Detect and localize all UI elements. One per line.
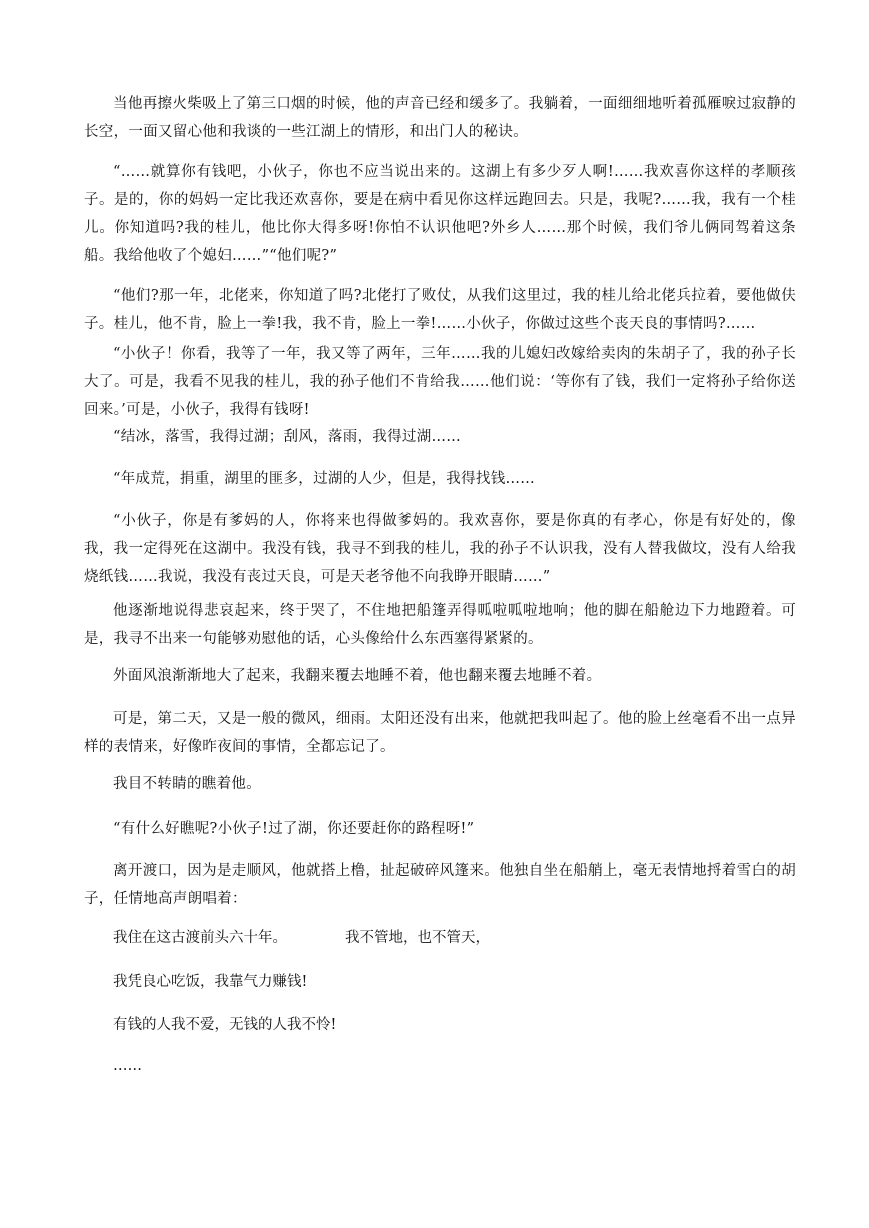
song-line-1 [113,924,490,952]
paragraph-6: “年成荒，捐重，湖里的匪多，过湖的人少，但是，我得找钱…… [113,471,536,487]
paragraph-8: 他逐渐地说得悲哀起来，终于哭了，不住地把船篷弄得呱啦呱啦地响；他的脚在船舱边下力地蹬着。可是，我寻不出来一句能够劝慰他的话，心头像给什么东西塞得紧紧的。 [84,603,796,647]
paragraph-12: “有什么好瞧呢?小伙子!过了湖，你还要赶你的路程呀!” [113,821,475,837]
paragraph-11: 我目不转睛的瞧着他。 [113,776,261,792]
song-ellipsis: …… [113,1058,142,1074]
paragraph-10: 可是，第二天，又是一般的微风，细雨。太阳还没有出来，他就把我叫起了。他的脸上丝毫看不出一点异样的表情来，好像昨夜间的事情，全都忘记了。 [84,711,796,755]
paragraph-13: 离开渡口，因为是走顺风，他就搭上橹，扯起破碎风篷来。他独自坐在船艄上，毫无表情地捋着雪白的胡子，任情地高声朗唱着： [84,863,796,907]
song-line-1b: 我不管地，也不管天， [345,930,490,946]
paragraph-4: “小伙子！你看，我等了一年，我又等了两年，三年……我的儿媳妇改嫁给卖肉的朱胡子了，我的孙子长大了。可是，我看不见我的桂儿，我的孙子他们不肯给我……他们说：‘等你有了钱，我们一定将孙子给你送回来。’可是，小伙子，我得有钱呀! [84,346,796,418]
paragraph-3: “他们?那一年，北佬来，你知道了吗?北佬打了败仗，从我们这里过，我的桂儿给北佬兵拉着，要他做伕子。桂儿，他不肯，脸上一拳!我，我不肯，脸上一拳!……小伙子，你做过这些个丧天良的事情吗?…… [84,288,796,332]
song-line-1a: 我住在这古渡前头六十年。 [113,930,287,946]
paragraph-1: 当他再擦火柴吸上了第三口烟的时候，他的声音已经和缓多了。我躺着，一面细细地听着孤雁唳过寂静的长空，一面又留心他和我谈的一些江湖上的情形，和出门人的秘诀。 [84,96,796,140]
paragraph-7: “小伙子，你是有爹妈的人，你将来也得做爹妈的。我欢喜你，要是你真的有孝心，你是有好处的，像我，我一定得死在这湖中。我没有钱，我寻不到我的桂儿，我的孙子不认识我，没有人替我做坟，没有人给我烧纸钱……我说，我没有丧过天良，可是天老爷他不向我睁开眼睛……” [84,513,796,585]
paragraph-9: 外面风浪渐渐地大了起来，我翻来覆去地睡不着，他也翻来覆去地睡不着。 [113,668,602,684]
song-line-2: 我凭良心吃饭，我靠气力赚钱! [113,974,308,990]
paragraph-5: “结冰，落雪，我得过湖；刮风，落雨，我得过湖…… [113,429,462,445]
paragraph-2: “……就算你有钱吧，小伙子，你也不应当说出来的。这湖上有多少歹人啊!……我欢喜你这样的孝顺孩子。是的，你的妈妈一定比我还欢喜你，要是在病中看见你这样远跑回去。只是，我呢?……我，我有一个桂儿。你知道吗?我的桂儿，他比你大得多呀!你怕不认识他吧?外乡人……那个时候，我们爷儿俩同驾着这条船。我给他收了个媳妇……”“他们呢?” [84,164,796,264]
song-line-3: 有钱的人我不爱，无钱的人我不怜! [113,1017,337,1033]
